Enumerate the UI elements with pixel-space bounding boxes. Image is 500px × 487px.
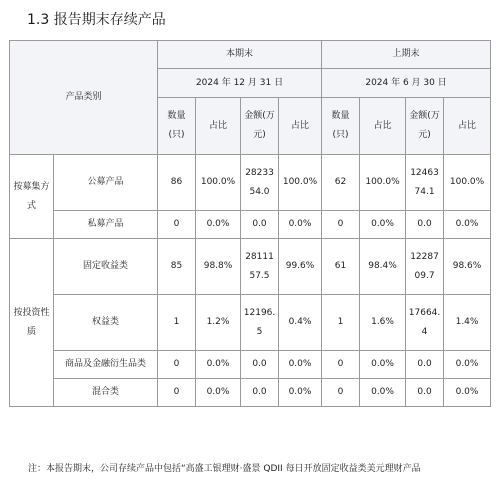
- current-amount-share: 0.0%: [279, 211, 322, 239]
- prior-count: 0: [322, 211, 360, 239]
- prior-count-header: 数量(只): [322, 98, 360, 155]
- product-category-name: 公募产品: [54, 155, 158, 211]
- group-label: 按投资性质: [10, 239, 54, 407]
- footnote: 注：本报告期末，公司存续产品中包括“高盛工银理财·盛景 QDII 每日开放固定收益类美元理财产品: [28, 464, 421, 474]
- current-count: 86: [158, 155, 196, 211]
- prior-amount: 17664.4: [406, 295, 444, 351]
- prior-count-share: 0.0%: [360, 211, 406, 239]
- prior-amount-share: 0.0%: [444, 211, 491, 239]
- table-row: [10, 211, 491, 239]
- current-count: 0: [158, 351, 196, 379]
- current-count: 0: [158, 211, 196, 239]
- product-table: [9, 40, 491, 407]
- current-count-share: 0.0%: [196, 379, 241, 407]
- prior-amount-share: 0.0%: [444, 379, 491, 407]
- prior-date-header: 2024 年 6 月 30 日: [322, 69, 491, 98]
- current-count: 1: [158, 295, 196, 351]
- prior-amount-share: 98.6%: [444, 239, 491, 295]
- current-period-header: 本期末: [158, 41, 322, 69]
- table-row: [10, 351, 491, 379]
- prior-amount-header: 金额(万元): [406, 98, 444, 155]
- prior-count-share: 0.0%: [360, 351, 406, 379]
- current-amount: 12196.5: [241, 295, 279, 351]
- period-header-row: [10, 41, 491, 69]
- prior-amount-share: 0.0%: [444, 351, 491, 379]
- product-category-name: 权益类: [54, 295, 158, 351]
- prior-count: 0: [322, 351, 360, 379]
- table-row: [10, 295, 491, 351]
- prior-count: 1: [322, 295, 360, 351]
- table-row: [10, 155, 491, 211]
- current-count-header: 数量(只): [158, 98, 196, 155]
- current-amount-header: 金额(万元): [241, 98, 279, 155]
- prior-count-share: 1.6%: [360, 295, 406, 351]
- table-row: [10, 239, 491, 295]
- current-amount: 2811157.5: [241, 239, 279, 295]
- current-amount-share: 0.0%: [279, 351, 322, 379]
- current-count-share-header: 占比: [196, 98, 241, 155]
- prior-amount: 1246374.1: [406, 155, 444, 211]
- current-count-share: 0.0%: [196, 351, 241, 379]
- current-amount-share: 100.0%: [279, 155, 322, 211]
- prior-count: 61: [322, 239, 360, 295]
- prior-amount: 0.0: [406, 211, 444, 239]
- current-date-header: 2024 年 12 月 31 日: [158, 69, 322, 98]
- current-amount: 2823354.0: [241, 155, 279, 211]
- current-amount-share: 0.4%: [279, 295, 322, 351]
- current-amount: 0.0: [241, 351, 279, 379]
- current-count-share: 0.0%: [196, 211, 241, 239]
- current-amount: 0.0: [241, 211, 279, 239]
- current-count: 0: [158, 379, 196, 407]
- product-category-name: 私募产品: [54, 211, 158, 239]
- prior-amount-share-header: 占比: [444, 98, 491, 155]
- prior-amount: 0.0: [406, 351, 444, 379]
- table-row: [10, 379, 491, 407]
- prior-count-share: 98.4%: [360, 239, 406, 295]
- current-amount: 0.0: [241, 379, 279, 407]
- prior-amount: 1228709.7: [406, 239, 444, 295]
- prior-count-share-header: 占比: [360, 98, 406, 155]
- current-count: 85: [158, 239, 196, 295]
- prior-amount-share: 1.4%: [444, 295, 491, 351]
- prior-count: 0: [322, 379, 360, 407]
- section-title: 1.3 报告期末存续产品: [27, 12, 166, 28]
- prior-amount-share: 100.0%: [444, 155, 491, 211]
- product-category-name: 商品及金融衍生品类: [54, 351, 158, 379]
- current-amount-share: 99.6%: [279, 239, 322, 295]
- product-category-name: 固定收益类: [54, 239, 158, 295]
- group-label: 按募集方式: [10, 155, 54, 239]
- prior-count-share: 100.0%: [360, 155, 406, 211]
- prior-period-header: 上期末: [322, 41, 491, 69]
- current-amount-share: 0.0%: [279, 379, 322, 407]
- current-count-share: 100.0%: [196, 155, 241, 211]
- product-category-name: 混合类: [54, 379, 158, 407]
- current-count-share: 1.2%: [196, 295, 241, 351]
- prior-count: 62: [322, 155, 360, 211]
- prior-count-share: 0.0%: [360, 379, 406, 407]
- prior-amount: 0.0: [406, 379, 444, 407]
- current-count-share: 98.8%: [196, 239, 241, 295]
- category-header: 产品类别: [10, 41, 158, 155]
- current-amount-share-header: 占比: [279, 98, 322, 155]
